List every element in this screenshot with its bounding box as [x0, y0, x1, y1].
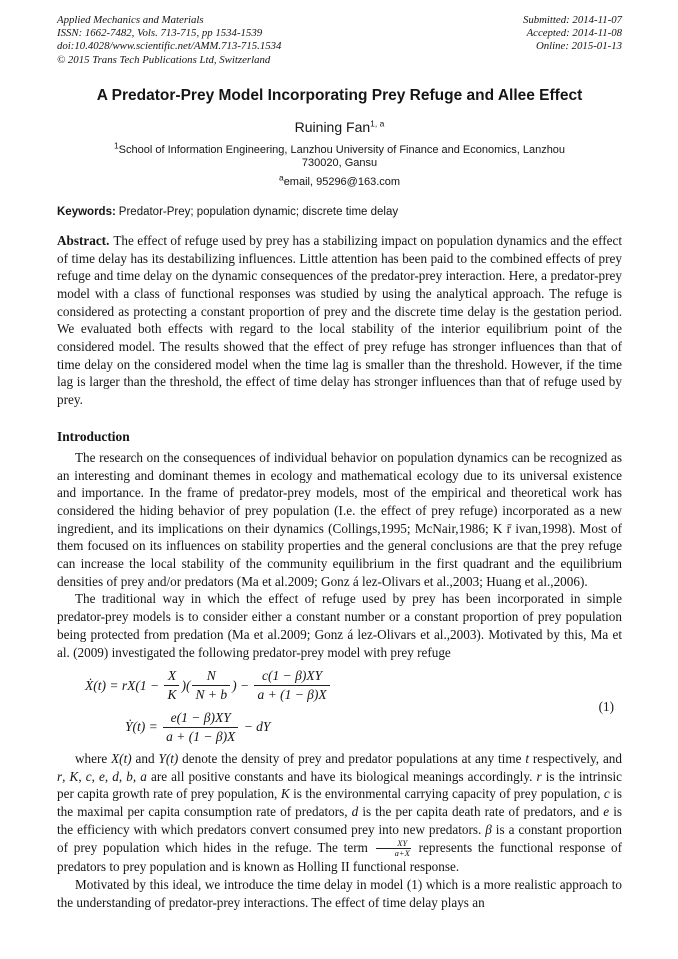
journal-info	[57, 14, 281, 67]
affiliation-superscript: 1	[113, 140, 119, 151]
abstract	[57, 232, 622, 409]
parameter-description-paragraph: where X(t) and Y(t) denote the density of prey and predator populations at any time t respectively, and r, K, c, e, d, b, a are all positive constants and have its biological meanings accordingly. r is the intrinsic per capita growth rate of prey population, K is the environmental carrying capacity of prey population, c is the maximal per capita consumption rate of predators, d is the per capita death rate of predators, and e is the efficiency with which predators convert consumed prey into new predators. β is a constant proportion of prey population which hides in the refuge. The term $\frac{XY}{a+X}$ represents the functional response of predators to prey population and is known as Holling II functional response.	[57, 751, 623, 875]
journal-issn: ISSN: 1662-7482, Vols. 713-715, pp 1534-1539	[57, 27, 263, 40]
affiliation	[100, 140, 580, 170]
equation-number: (1)	[598, 698, 614, 714]
eq2-rhs: − dY	[240, 719, 271, 735]
abstract-text: The effect of refuge used by prey has a stabilizing impact on population dynamics and the effect of time delay has its destabilizing influences. Little attention has been paid to the combined effects of prey refuge and time delay on the dynamic consequences of the predator-prey interaction. Here, a predator-prey model with a class of functional responses was studied by using the analytical approach. The refuge is considered as protecting a constant proportion of prey and the discrete time delay is the gestation period. We evaluated both effects with regard to the local stability of the interior equilibrium point of the considered model. The results showed that the effect of prey refuge has stronger influences than that of time delay on the considered model when the time lag is smaller than the threshold. However, if the time lag is larger than the threshold, the effect of time delay has stronger influences than that of refuge used by prey.	[57, 232, 622, 408]
equation-line-prey	[85, 668, 332, 703]
submission-dates	[523, 14, 622, 67]
abstract-label: Abstract.	[57, 232, 110, 248]
fraction-x-over-k: $\frac{X}{K}$	[164, 668, 179, 703]
equation-lines	[85, 668, 332, 745]
journal-header	[57, 14, 622, 67]
inline-fraction: $\frac{XY}{a+X}$	[376, 839, 411, 859]
online-date: Online: 2015-01-13	[535, 40, 622, 53]
fraction-conversion-term: $\frac{e(1 - \beta)XY}{a + (1 - \beta)X}$	[163, 710, 238, 745]
author-line	[57, 119, 622, 136]
introduction-paragraph-1: The research on the consequences of individual behavior on population dynamics can be recognized as an interesting and dominant themes in ecology and mathematical ecology due to its universal existence and importance. In the frame of predator-prey models, most of the empirical and theoretical work has considered the hiding behavior of prey population (I.e. the effect of prey refuge) incorporated as a new ingredient, and its implications on their dynamics (Collings,1995; McNair,1986; K r̄ ivan,1998). Most of them focused on its influences on stability properties and the general conclusions are that the prey refuge can increase the local stability of the community equilibrium in the first quadrant and the equilibrium densities of prey and/or predators (Ma et al.2009; Gonz á lez-Olivars et al.,2003; Huang et al.,2006).	[57, 449, 622, 589]
keywords-line	[57, 205, 622, 219]
eq1-mid2: ) −	[232, 677, 253, 693]
introduction-paragraph-2: The traditional way in which the effect of refuge used by prey has been incorporated in simple predator-prey models is to consider either a constant number or a constant proportion of prey population being protected from predation (Ma et al.2009; Gonz á lez-Olivars et al.,2003). Motivated by this, Ma et al. (2009) investigated the following predator-prey model with prey refuge	[57, 591, 622, 660]
fraction-predation-term: $\frac{c(1 - \beta)XY}{a + (1 - \beta)X}$	[254, 668, 329, 703]
eq1-mid1: )(	[181, 677, 191, 693]
email-superscript: a	[278, 172, 284, 183]
keywords-text: Predator-Prey; population dynamic; discrete time delay	[118, 205, 399, 218]
closing-paragraph: Motivated by this ideal, we introduce the time delay in model (1) which is a more realistic approach to the understanding of predator-prey interactions. The effect of time delay plays an	[57, 877, 622, 910]
fraction-n-over-n-plus-b: $\frac{N}{N + b}$	[192, 668, 230, 703]
author-superscript: 1, a	[370, 118, 385, 129]
eq1-lhs: Ẋ(t) = rX(1 −	[85, 677, 163, 693]
equation-1	[57, 668, 622, 745]
journal-name: Applied Mechanics and Materials	[57, 14, 204, 26]
section-heading-introduction: Introduction	[57, 428, 130, 444]
submitted-date: Submitted: 2014-11-07	[522, 14, 622, 26]
eq2-lhs: Ẏ(t) =	[125, 719, 162, 735]
journal-doi: doi:10.4028/www.scientific.net/AMM.713-715.1534	[57, 40, 282, 53]
email-text: email, 95296@163.com	[283, 175, 401, 188]
journal-copyright: © 2015 Trans Tech Publications Ltd, Switzerland	[57, 53, 271, 66]
affiliation-text: School of Information Engineering, Lanzhou University of Finance and Economics, Lanzhou 730020, Gansu	[118, 143, 566, 169]
paper-title: A Predator-Prey Model Incorporating Prey Refuge and Allee Effect	[96, 86, 583, 104]
author-email	[57, 172, 622, 189]
author-name: Ruining Fan	[294, 118, 371, 135]
accepted-date: Accepted: 2014-11-08	[526, 27, 622, 40]
keywords-label: Keywords:	[57, 205, 116, 218]
equation-line-predator	[125, 710, 332, 745]
